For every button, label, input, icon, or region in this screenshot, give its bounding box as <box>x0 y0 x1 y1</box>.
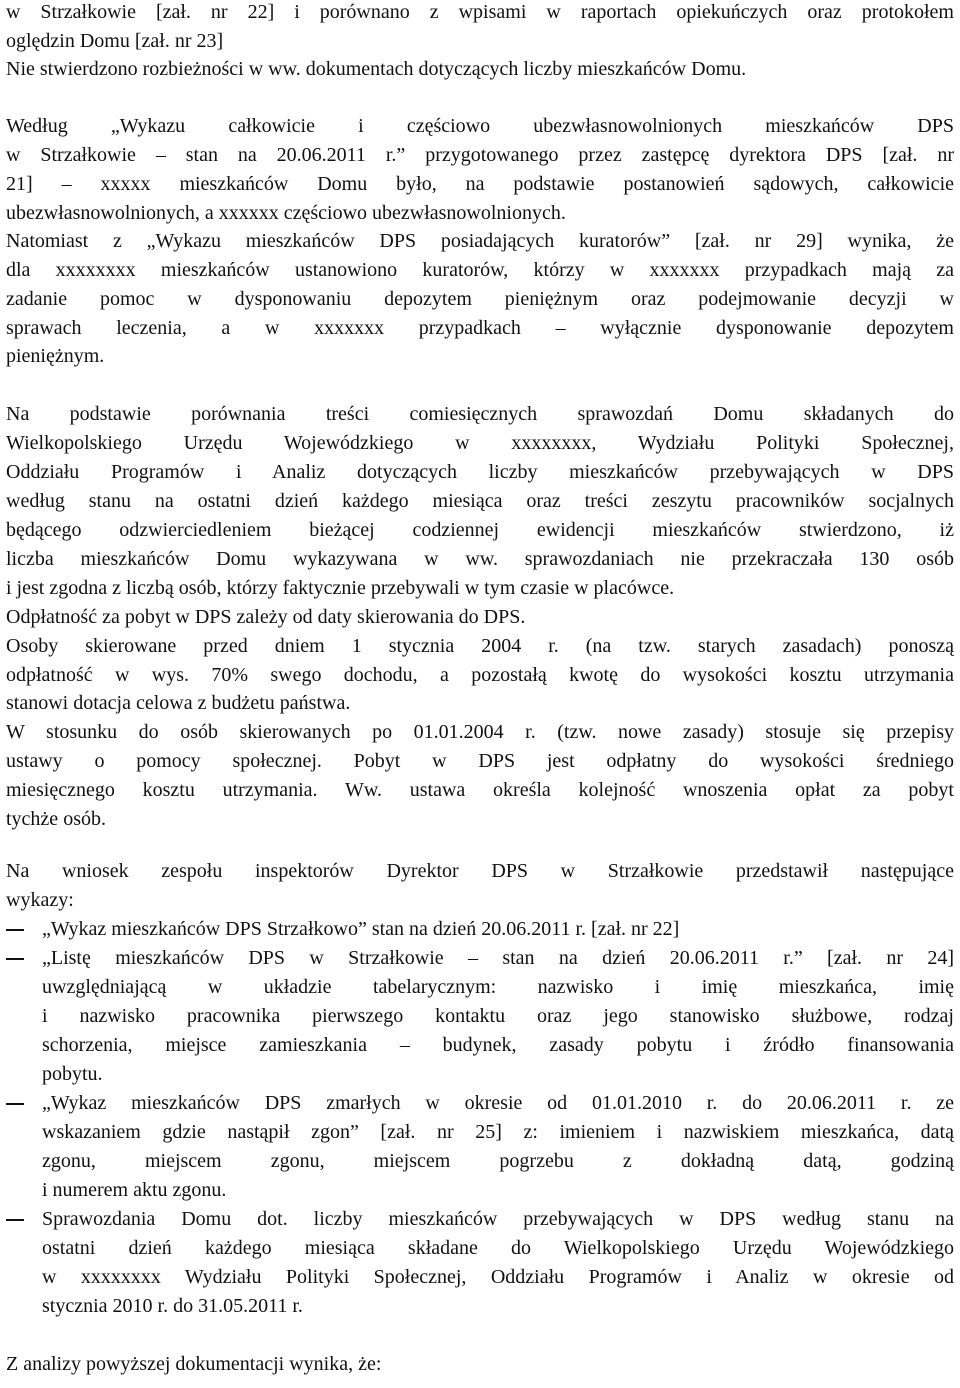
list-dash-icon <box>6 1219 24 1221</box>
list-item-line: „Listę mieszkańców DPS w Strzałkowie – stan na dzień 20.06.2011 r.” [zał. nr 24] <box>42 947 954 969</box>
text-line: Oddziału Programów i Analiz dotyczących liczby mieszkańców przebywających w DPS <box>6 461 954 483</box>
text-line: w Strzałkowie – stan na 20.06.2011 r.” przygotowanego przez zastępcę dyrektora DPS [zał. nr <box>6 144 954 166</box>
list-item-line: i nazwisko pracownika pierwszego kontaktu oraz jego stanowisko służbowe, rodzaj <box>42 1005 954 1027</box>
text-line: Z analizy powyższej dokumentacji wynika, że: <box>6 1353 382 1375</box>
list-item-line: zgonu, miejscem zgonu, miejscem pogrzebu z dokładną datą, godziną <box>42 1150 954 1172</box>
text-line: Na podstawie porównania treści comiesięcznych sprawozdań Domu składanych do <box>6 403 954 425</box>
text-line: Na wniosek zespołu inspektorów Dyrektor DPS w Strzałkowie przedstawił następujące <box>6 860 954 882</box>
list-dash-icon <box>6 929 24 931</box>
text-line: miesięcznego kosztu utrzymania. Ww. ustawa określa kolejność wnoszenia opłat za pobyt <box>6 779 954 801</box>
list-item-line: i numerem aktu zgonu. <box>42 1179 227 1201</box>
list-dash-icon <box>6 1103 24 1105</box>
list-item-line: schorzenia, miejsce zamieszkania – budynek, zasady pobytu i źródło finansowania <box>42 1034 954 1056</box>
text-line: dla xxxxxxxx mieszkańców ustanowiono kuratorów, którzy w xxxxxxx przypadkach mają za <box>6 259 954 281</box>
text-line: oględzin Domu [zał. nr 23] <box>6 30 224 52</box>
text-line: Osoby skierowane przed dniem 1 stycznia 2004 r. (na tzw. starych zasadach) ponoszą <box>6 635 954 657</box>
text-line: odpłatność w wys. 70% swego dochodu, a pozostałą kwotę do wysokości kosztu utrzymania <box>6 664 954 686</box>
text-line: ustawy o pomocy społecznej. Pobyt w DPS jest odpłatny do wysokości średniego <box>6 750 954 772</box>
text-line: Według „Wykazu całkowicie i częściowo ubezwłasnowolnionych mieszkańców DPS <box>6 115 954 137</box>
text-line: w Strzałkowie [zał. nr 22] i porównano z wpisami w raportach opiekuńczych oraz protokołem <box>6 1 954 23</box>
list-item-line: uwzględniającą w układzie tabelarycznym: nazwisko i imię mieszkańca, imię <box>42 976 954 998</box>
text-line: i jest zgodna z liczbą osób, którzy faktycznie przebywali w tym czasie w placówce. <box>6 577 675 599</box>
list-item-line: wskazaniem gdzie nastąpił zgon” [zał. nr 25] z: imieniem i nazwiskiem mieszkańca, datą <box>42 1121 954 1143</box>
text-line: W stosunku do osób skierowanych po 01.01.2004 r. (tzw. nowe zasady) stosuje się przepisy <box>6 721 954 743</box>
text-line: Odpłatność za pobyt w DPS zależy od daty skierowania do DPS. <box>6 606 526 628</box>
text-line: tychże osób. <box>6 808 106 830</box>
list-dash-icon <box>6 958 24 960</box>
text-line: Nie stwierdzono rozbieżności w ww. dokumentach dotyczących liczby mieszkańców Domu. <box>6 58 747 80</box>
list-item-line: „Wykaz mieszkańców DPS Strzałkowo” stan na dzień 20.06.2011 r. [zał. nr 22] <box>42 918 680 940</box>
text-line: liczba mieszkańców Domu wykazywana w ww. sprawozdaniach nie przekraczała 130 osób <box>6 548 954 570</box>
text-line: pieniężnym. <box>6 345 105 367</box>
text-line: wykazy: <box>6 889 74 911</box>
list-item-line: „Wykaz mieszkańców DPS zmarłych w okresie od 01.01.2010 r. do 20.06.2011 r. ze <box>42 1092 954 1114</box>
text-line: ubezwłasnowolnionych, a xxxxxx częściowo ubezwłasnowolnionych. <box>6 202 566 224</box>
text-line: będącego odzwierciedleniem bieżącej codziennej ewidencji mieszkańców stwierdzono, iż <box>6 519 954 541</box>
text-line: zadanie pomoc w dysponowaniu depozytem pieniężnym oraz podejmowanie decyzji w <box>6 288 954 310</box>
list-item-line: stycznia 2010 r. do 31.05.2011 r. <box>42 1295 303 1317</box>
text-line: 21] – xxxxx mieszkańców Domu było, na podstawie postanowień sądowych, całkowicie <box>6 173 954 195</box>
text-line: sprawach leczenia, a w xxxxxxx przypadkach – wyłącznie dysponowanie depozytem <box>6 317 954 339</box>
list-item-line: Sprawozdania Domu dot. liczby mieszkańców przebywających w DPS według stanu na <box>42 1208 954 1230</box>
list-item-line: ostatni dzień każdego miesiąca składane do Wielkopolskiego Urzędu Wojewódzkiego <box>42 1237 954 1259</box>
text-line: według stanu na ostatni dzień każdego miesiąca oraz treści zeszytu pracowników socjalnych <box>6 490 954 512</box>
text-line: stanowi dotacja celowa z budżetu państwa. <box>6 692 351 714</box>
list-item-line: pobytu. <box>42 1063 103 1085</box>
list-item-line: w xxxxxxxx Wydziału Polityki Społecznej, Oddziału Programów i Analiz w okresie od <box>42 1266 954 1288</box>
text-line: Natomiast z „Wykazu mieszkańców DPS posiadających kuratorów” [zał. nr 29] wynika, że <box>6 230 954 252</box>
text-line: Wielkopolskiego Urzędu Wojewódzkiego w xxxxxxxx, Wydziału Polityki Społecznej, <box>6 432 954 454</box>
